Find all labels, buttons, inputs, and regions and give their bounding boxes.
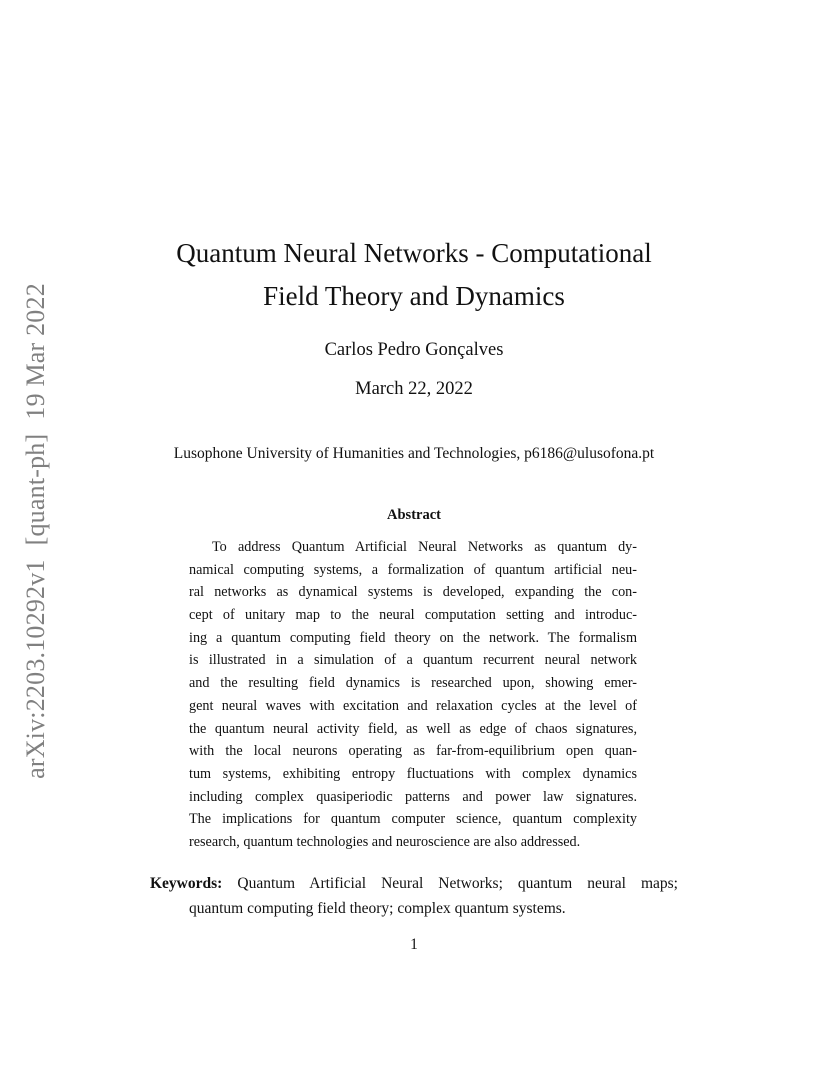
abstract-line: namical computing systems, a formalization of quantum artificial neu-: [189, 561, 637, 578]
arxiv-id: arXiv:2203.10292v1: [21, 559, 50, 779]
abstract-line: To address Quantum Artificial Neural Networks as quantum dy-: [212, 539, 637, 555]
abstract-line: ral networks as dynamical systems is developed, expanding the con-: [189, 584, 637, 601]
abstract-line: The implications for quantum computer science, quantum complexity: [189, 811, 637, 828]
arxiv-date: 19 Mar 2022: [21, 283, 50, 420]
abstract-line: the quantum neural activity field, as well as edge of chaos signatures,: [189, 720, 637, 737]
author-affiliation: Lusophone University of Humanities and Technologies, p6186@ulusofona.pt: [173, 445, 655, 462]
keywords-section: [150, 871, 678, 921]
title-line-2: Field Theory and Dynamics: [263, 281, 565, 311]
paper-title: [0, 232, 828, 318]
abstract-line: cept of unitary map to the neural computation setting and introduc-: [189, 607, 637, 624]
arxiv-category: [quant-ph]: [21, 433, 50, 546]
abstract-body: [189, 536, 637, 854]
keywords-line-1: [150, 871, 678, 896]
title-line-1: Quantum Neural Networks - Computational: [176, 238, 652, 268]
page-number: 1: [410, 936, 418, 953]
abstract-line: gent neural waves with excitation and relaxation cycles at the level of: [189, 697, 637, 714]
abstract-heading: Abstract: [387, 507, 441, 523]
abstract-line: research, quantum technologies and neuroscience are also addressed.: [189, 833, 581, 850]
abstract-line: ing a quantum computing field theory on the network. The formalism: [189, 629, 637, 646]
author-name: Carlos Pedro Gonçalves: [324, 340, 504, 360]
abstract-line: is illustrated in a simulation of a quantum recurrent neural network: [189, 652, 637, 669]
abstract-line: including complex quasiperiodic patterns and power law signatures.: [189, 788, 637, 805]
publication-date: March 22, 2022: [355, 379, 473, 399]
abstract-line: with the local neurons operating as far-from-equilibrium open quan-: [189, 743, 637, 760]
keywords-label: Keywords:: [150, 875, 223, 892]
keywords-line-2: quantum computing field theory; complex quantum systems.: [189, 900, 566, 917]
abstract-line: and the resulting field dynamics is researched upon, showing emer-: [189, 675, 637, 692]
keywords-text-1: Quantum Artificial Neural Networks; quantum neural maps;: [237, 875, 678, 892]
abstract-line: tum systems, exhibiting entropy fluctuations with complex dynamics: [189, 765, 637, 782]
